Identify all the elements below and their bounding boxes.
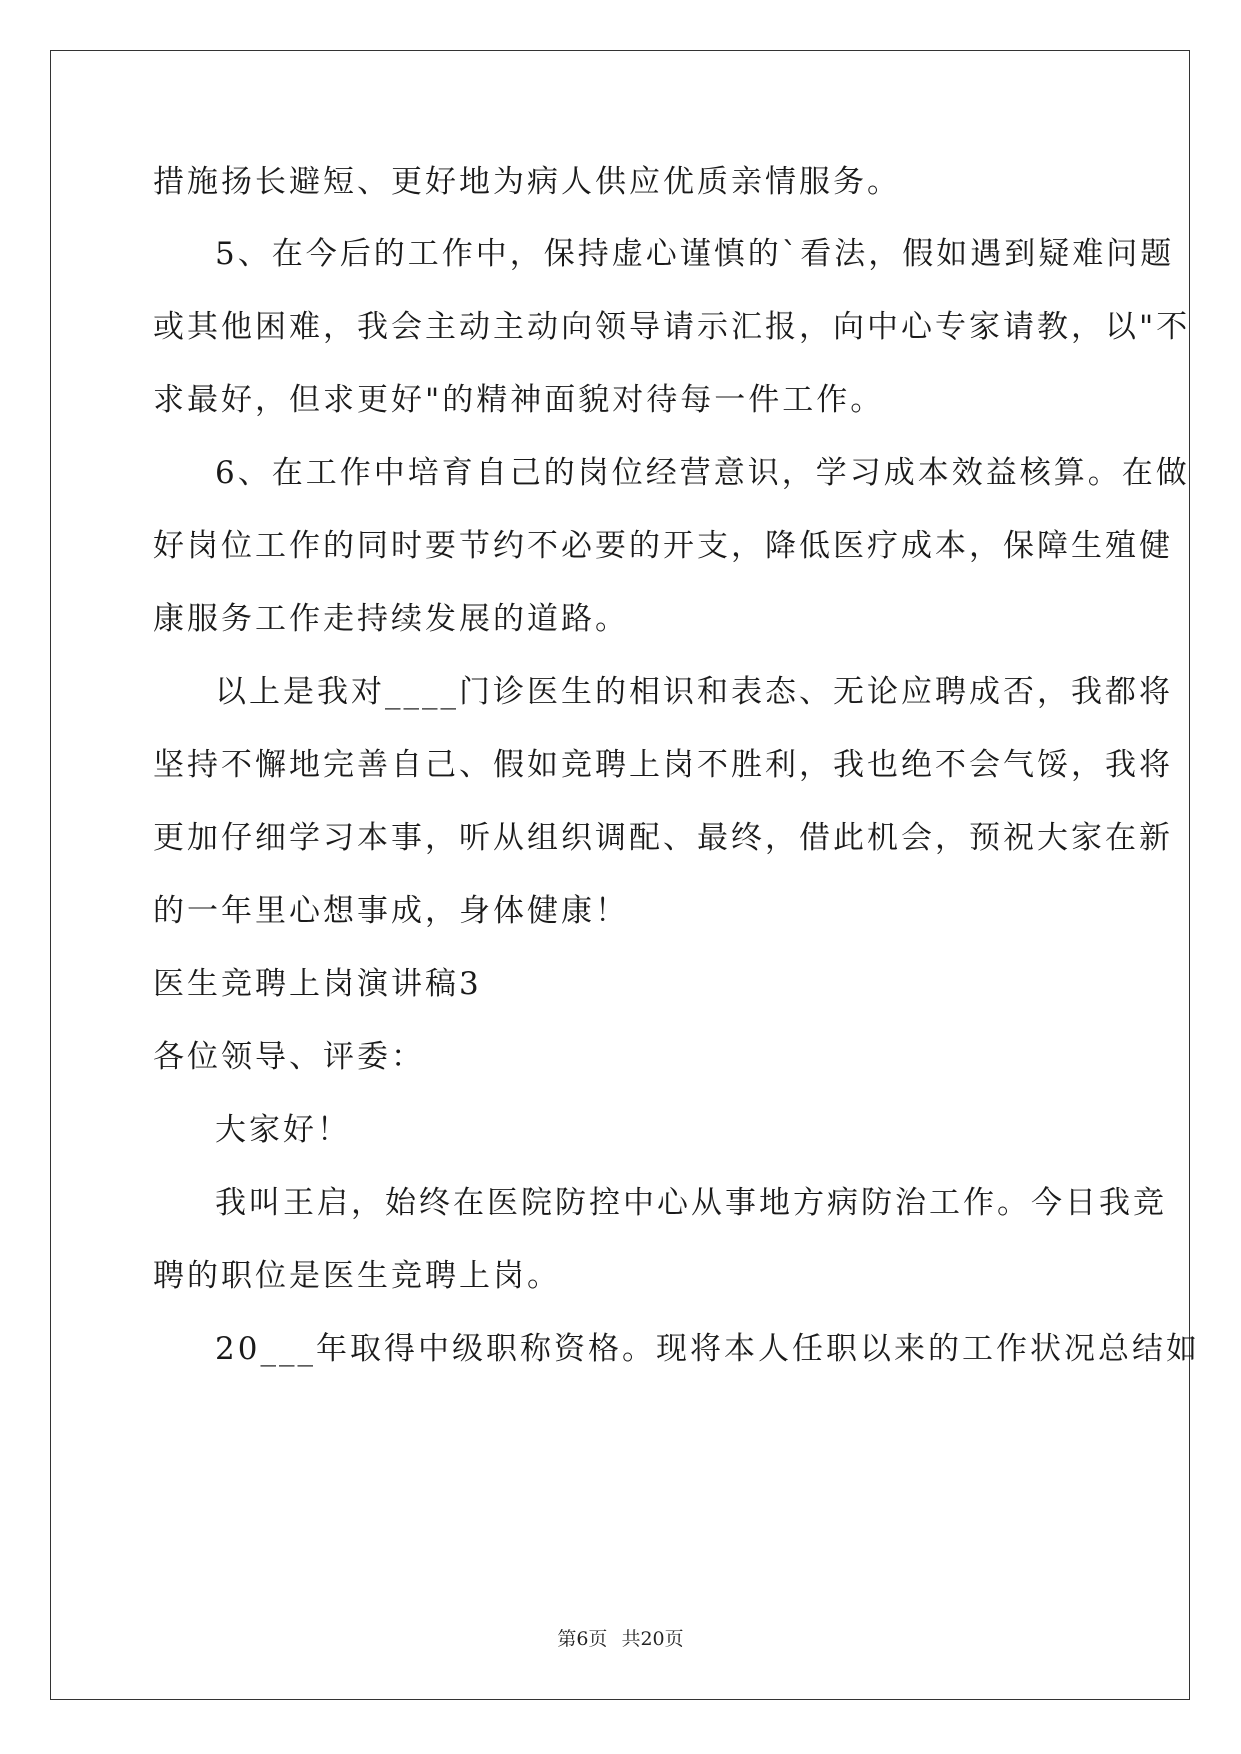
text-line-8: 以上是我对____门诊医生的相识和表态、无论应聘成否，我都将 (215, 674, 1173, 710)
text-line-5: 6、在工作中培育自己的岗位经营意识，学习成本效益核算。在做 (215, 455, 1190, 491)
text-line-10: 更加仔细学习本事，听从组织调配、最终，借此机会，预祝大家在新 (153, 820, 1173, 856)
text-line-6: 好岗位工作的同时要节约不必要的开支，降低医疗成本，保障生殖健 (153, 528, 1173, 564)
text-line-4: 求最好，但求更好"的精神面貌对待每一件工作。 (153, 382, 885, 418)
text-line-1: 措施扬长避短、更好地为病人供应优质亲情服务。 (153, 164, 901, 200)
text-line-11: 的一年里心想事成，身体健康！ (153, 893, 629, 929)
greeting: 大家好！ (215, 1112, 351, 1148)
page-number: 第6页 (557, 1628, 608, 1650)
text-line-2: 5、在今后的工作中，保持虚心谨慎的`看法，假如遇到疑难问题 (215, 236, 1175, 272)
page-border (50, 50, 1190, 1700)
text-line-3: 或其他困难，我会主动主动向领导请示汇报，向中心专家请教，以"不 (153, 309, 1191, 345)
text-line-15: 我叫王启，始终在医院防控中心从事地方病防治工作。今日我竞 (215, 1185, 1167, 1221)
page-total: 共20页 (621, 1628, 684, 1650)
salutation: 各位领导、评委： (153, 1039, 425, 1075)
page-footer (0, 1624, 1241, 1651)
text-line-17: 20___年取得中级职称资格。现将本人任职以来的工作状况总结如 (215, 1331, 1200, 1367)
text-line-16: 聘的职位是医生竞聘上岗。 (153, 1258, 561, 1294)
section-heading: 医生竞聘上岗演讲稿3 (153, 966, 482, 1002)
text-line-7: 康服务工作走持续发展的道路。 (153, 601, 629, 637)
text-line-9: 坚持不懈地完善自己、假如竞聘上岗不胜利，我也绝不会气馁，我将 (153, 747, 1173, 783)
